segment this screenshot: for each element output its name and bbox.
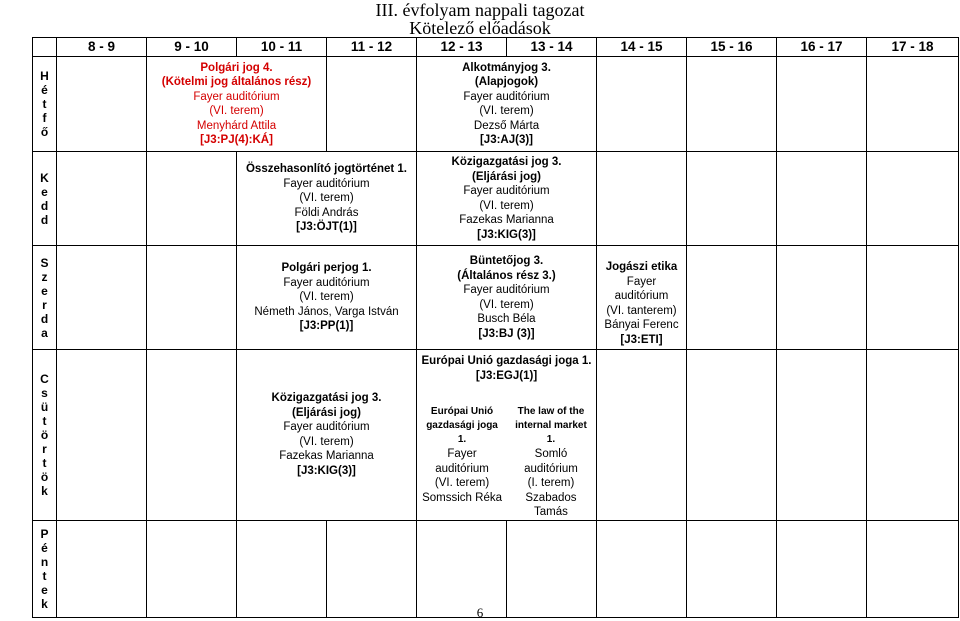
time-slot: 9 - 10 — [147, 38, 237, 57]
course-osszehasonlito-jogtortenet-1: Összehasonlító jogtörténet 1. Fayer auditórium (VI. terem) Földi András [J3:ÖJT(1)] — [237, 152, 417, 246]
time-slot: 8 - 9 — [57, 38, 147, 57]
day-label-wednesday: S z e r d a — [33, 246, 57, 350]
row-monday — [33, 57, 959, 152]
time-slot: 11 - 12 — [327, 38, 417, 57]
course-eu-gazdasagi-joga-1-hu: Európai Unió gazdasági joga 1. Fayer auditórium (VI. terem) Somssich Réka — [422, 406, 502, 504]
time-slot: 12 - 13 — [417, 38, 507, 57]
course-jogaszi-etika: Jogászi etika Fayer auditórium (VI. tanterem) Bányai Ferenc [J3:ETI] — [597, 246, 687, 350]
course-eu-gazdasagi-joga-1: Európai Unió gazdasági joga 1. [J3:EGJ(1)] Európai Unió gazdasági joga 1. Fayer auditórium (VI. terem) Somssich Réka The law of the internal market 1. Somló auditórium (I. terem) Szabados Tamás — [417, 350, 597, 521]
time-slot: 17 - 18 — [867, 38, 959, 57]
page-subtitle: Kötelező előadások — [409, 18, 551, 38]
course-buntetojog-3: Büntetőjog 3. (Általános rész 3.) Fayer auditórium (VI. terem) Busch Béla [J3:BJ (3)] — [417, 246, 597, 350]
row-wednesday — [33, 246, 959, 350]
course-kozigazgatasi-jog-3: Közigazgatási jog 3. (Eljárási jog) Fayer auditórium (VI. terem) Fazekas Marianna [J3:KIG(3)] — [417, 152, 597, 246]
time-slot: 10 - 11 — [237, 38, 327, 57]
time-slot: 13 - 14 — [507, 38, 597, 57]
day-label-tuesday: K e d d — [33, 152, 57, 246]
page-title: III. évfolyam nappali tagozat — [375, 0, 585, 20]
day-label-thursday: C s ü t ö r t ö k — [33, 350, 57, 521]
header-row — [33, 38, 959, 57]
course-kozigazgatasi-jog-3-thu: Közigazgatási jog 3. (Eljárási jog) Fayer auditórium (VI. terem) Fazekas Marianna [J3:KIG(3)] — [237, 350, 417, 521]
page-number: 6 — [476, 605, 484, 620]
corner-cell — [33, 38, 57, 57]
day-label-friday: P é n t e k — [33, 520, 57, 617]
course-internal-market-1-en: The law of the internal market 1. Somló auditórium (I. terem) Szabados Tamás — [515, 406, 587, 518]
row-tuesday — [33, 152, 959, 246]
course-polgari-jog-4: Polgári jog 4. (Kötelmi jog általános rész) Fayer auditórium (VI. terem) Menyhárd Attila [J3:PJ(4):KÁ] — [147, 57, 327, 152]
time-slot: 16 - 17 — [777, 38, 867, 57]
course-alkotmanyjog-3: Alkotmányjog 3. (Alapjogok) Fayer auditórium (VI. terem) Dezső Márta [J3:AJ(3)] — [417, 57, 597, 152]
timetable — [32, 37, 959, 618]
time-slot: 14 - 15 — [597, 38, 687, 57]
time-slot: 15 - 16 — [687, 38, 777, 57]
row-friday — [33, 520, 959, 617]
row-thursday — [33, 350, 959, 521]
day-label-monday: H é t f ő — [33, 57, 57, 152]
course-polgari-perjog-1: Polgári perjog 1. Fayer auditórium (VI. terem) Németh János, Varga István [J3:PP(1)] — [237, 246, 417, 350]
